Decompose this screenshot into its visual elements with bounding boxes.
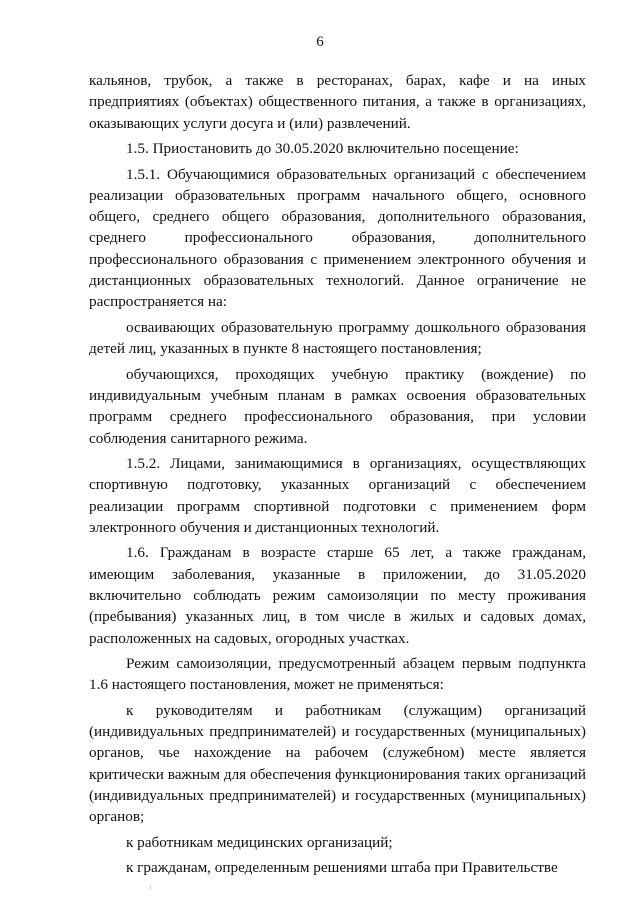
page-number: 6 <box>316 34 324 50</box>
paragraph-clause-1-5: 1.5. Приостановить до 30.05.2020 включительно посещение: <box>126 140 519 158</box>
document-body <box>89 70 586 883</box>
paragraph-exception-managers: к руководителям и работникам (служащим) организаций (индивидуальных предпринимателей) и государственных (муниципальных) органов, чье нахождение на рабочем (служебном) месте является критически важным для обеспечения функционирования таких организаций (индивидуальных предпринимателей) и государственных (муниципальных) органов; <box>89 701 586 826</box>
scan-mark <box>150 885 151 889</box>
paragraph-exception-citizens: к гражданам, определенным решениями штаба при Правительстве <box>126 859 558 877</box>
paragraph-self-isolation: Режим самоизоляции, предусмотренный абзацем первым подпункта 1.6 настоящего постановления, может не применяться: <box>89 655 586 694</box>
paragraph-clause-1-6: 1.6. Гражданам в возрасте старше 65 лет, а также гражданам, имеющим заболевания, указанные в приложении, до 31.05.2020 включительно соблюдать режим самоизоляции по месту проживания (пребывания) указанных лиц, в том числе в жилых и садовых домах, расположенных на садовых, огородных участках. <box>89 544 586 647</box>
paragraph-exception-practice: обучающихся, проходящих учебную практику (вождение) по индивидуальным учебным планам в рамках освоения образовательных программ среднего профессионального образования, при условии соблюдения санитарного режима. <box>89 365 586 447</box>
paragraph-clause-1-5-2: 1.5.2. Лицами, занимающимися в организациях, осуществляющих спортивную подготовку, указанных организаций с обеспечением реализации программ спортивной подготовки с применением форм электронного обучения и дистанционных технологий. <box>89 454 586 536</box>
paragraph-clause-1-5-1: 1.5.1. Обучающимися образовательных организаций с обеспечением реализации образовательных программ начального общего, основного общего, среднего общего образования, дополнительного образования, среднего профессионального образования, дополнительного профессионального образования с применением электронного обучения и дистанционных образовательных технологий. Данное ограничение не распространяется на: <box>89 165 586 311</box>
paragraph-exception-preschool: осваивающих образовательную программу дошкольного образования детей лиц, указанных в пункте 8 настоящего постановления; <box>89 318 586 358</box>
paragraph-continuation: кальянов, трубок, а также в ресторанах, барах, кафе и на иных предприятиях (объектах) общественного питания, а также в организациях, оказывающих услуги досуга и (или) развлечений. <box>89 72 586 132</box>
paragraph-exception-medical: к работникам медицинских организаций; <box>126 833 393 851</box>
